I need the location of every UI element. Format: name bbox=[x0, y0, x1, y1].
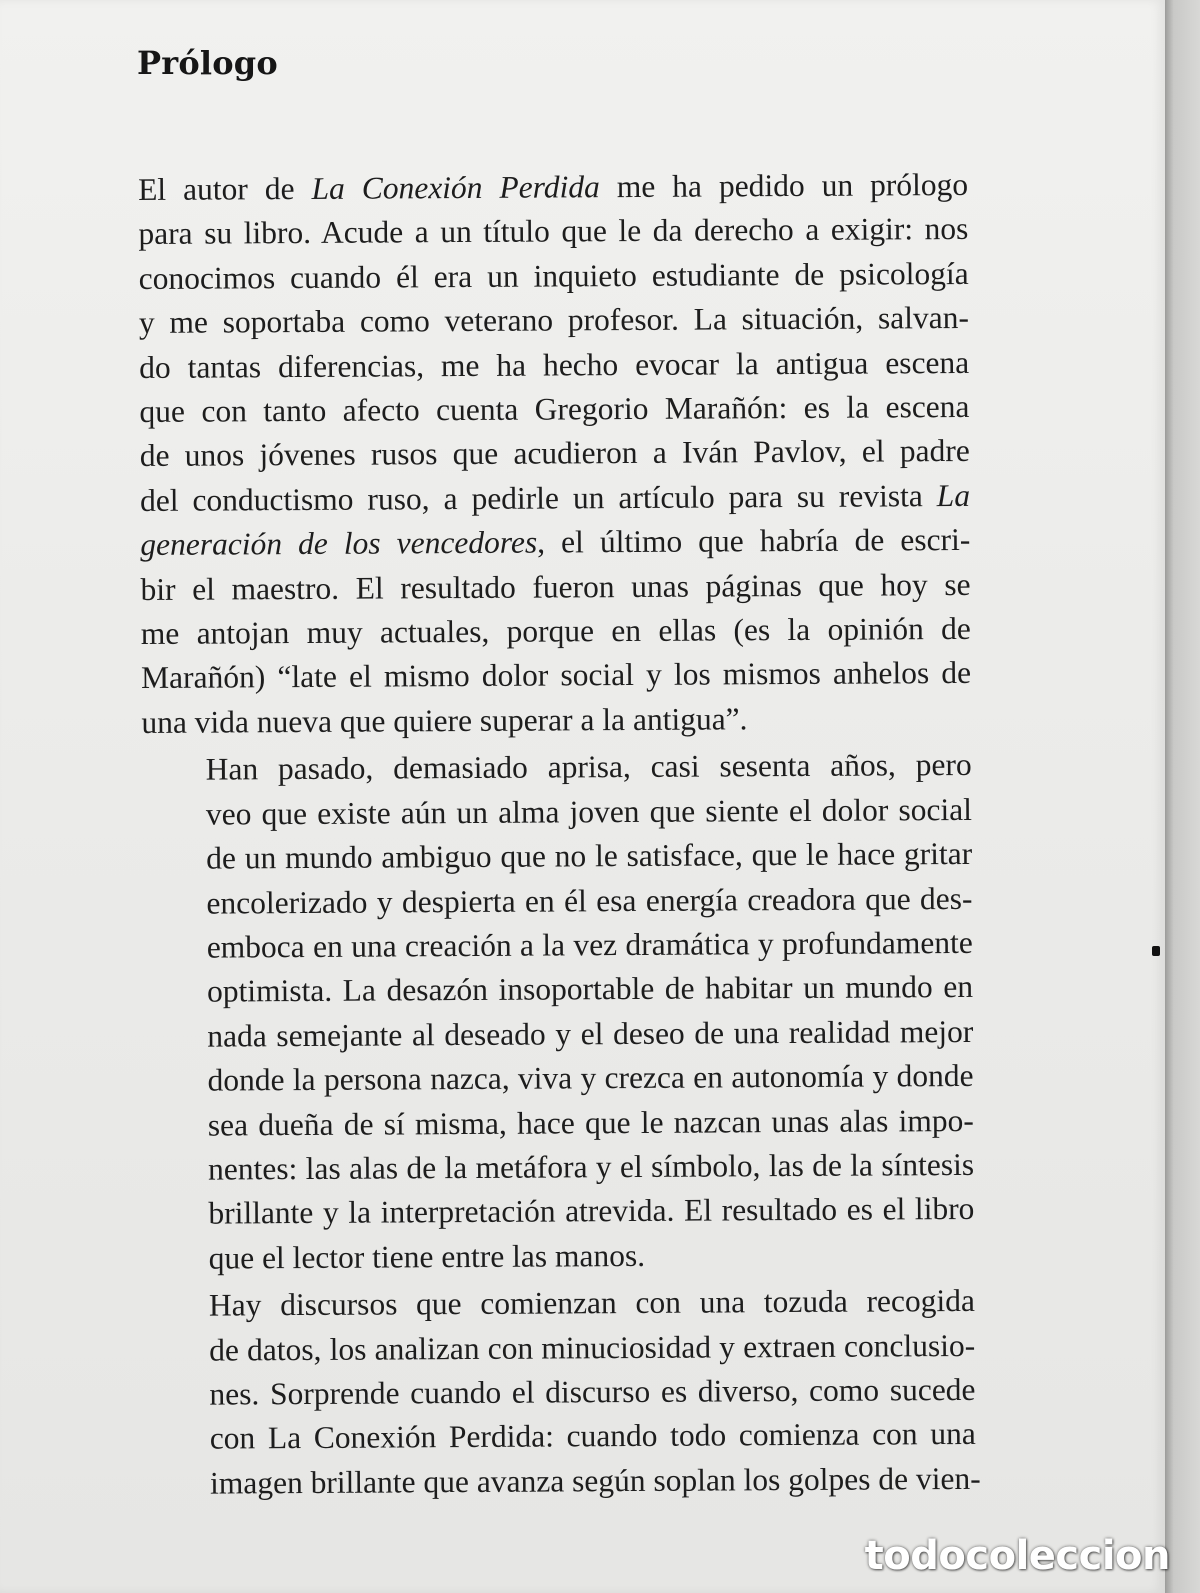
text-line: conocimos cuando él era un inquieto estudiante de psicología bbox=[138, 255, 969, 296]
text-line: donde la persona nazca, viva y crezca en autonomía y donde bbox=[207, 1058, 974, 1098]
text-line: Marañón) “late el mismo dolor social y los mismos anhelos de bbox=[141, 655, 972, 696]
text-line: nada semejante al deseado y el deseo de una realidad mejor bbox=[207, 1013, 974, 1054]
text-line: me antojan muy actuales, porque en ellas (es la opinión de bbox=[140, 610, 971, 652]
text-line: do tantas diferencias, me ha hecho evocar la antigua escena bbox=[139, 344, 970, 385]
text-line: nes. Sorprende cuando el discurso es diverso, como sucede bbox=[209, 1371, 976, 1412]
text-line: de unos jóvenes rusos que acudieron a Iván Pavlov, el padre bbox=[139, 433, 970, 474]
text-line: que con tanto afecto cuenta Gregorio Marañón: es la escena bbox=[139, 388, 970, 430]
page-edge-mark bbox=[1152, 946, 1160, 956]
text-line: optimista. La desazón insoportable de habitar un mundo en bbox=[206, 969, 974, 1009]
text-line: del conductismo ruso, a pedirle un artículo para su revista La bbox=[139, 477, 971, 518]
text-line: emboca en una creación a la vez dramática y profundamente bbox=[206, 924, 973, 965]
text-line: Han pasado, demasiado aprisa, casi sesenta años, pero bbox=[205, 747, 972, 787]
paragraph bbox=[138, 163, 972, 745]
text-line: encolerizado y despierta en él esa energía creadora que des- bbox=[206, 880, 973, 921]
text-line: Hay discursos que comienzan con una tozuda recogida bbox=[208, 1283, 976, 1323]
text-line: brillante y la interpretación atrevida. El resultado es el libro bbox=[208, 1191, 975, 1231]
text-line: veo que existe aún un alma joven que siente el dolor social bbox=[205, 791, 973, 832]
prologue-body bbox=[138, 163, 981, 1506]
text-line: con La Conexión Perdida: cuando todo comienza con una bbox=[209, 1416, 976, 1456]
text-line: de un mundo ambiguo que no le satisface, que le hace gritar bbox=[206, 836, 973, 876]
text-line: sea dueña de sí misma, hace que le nazcan unas alas impo- bbox=[207, 1102, 974, 1143]
paragraph bbox=[145, 1279, 981, 1506]
page-edge bbox=[1165, 0, 1200, 1593]
text-line: y me soportaba como veterano profesor. La situación, salvan- bbox=[138, 300, 970, 341]
text-line: una vida nueva que quiere superar a la antigua”. bbox=[141, 701, 748, 740]
site-watermark: todocoleccion bbox=[864, 1533, 1170, 1579]
text-line: imagen brillante que avanza según soplan los golpes de vien- bbox=[209, 1460, 981, 1501]
text-line: para su libro. Acude a un título que le da derecho a exigir: nos bbox=[138, 211, 969, 252]
chapter-heading: Prólogo bbox=[137, 44, 278, 82]
text-line: El autor de La Conexión Perdida me ha pedido un prólogo bbox=[138, 166, 969, 207]
text-line: generación de los vencedores, el último que habría de escri- bbox=[140, 522, 971, 563]
text-line: nentes: las alas de la metáfora y el símbolo, las de la síntesis bbox=[208, 1146, 975, 1187]
text-line: de datos, los analizan con minuciosidad y extraen conclusio- bbox=[209, 1327, 976, 1368]
paragraph bbox=[142, 743, 975, 1281]
text-line: que el lector tiene entre las manos. bbox=[208, 1237, 646, 1276]
text-line: bir el maestro. El resultado fueron unas páginas que hoy se bbox=[140, 566, 971, 607]
